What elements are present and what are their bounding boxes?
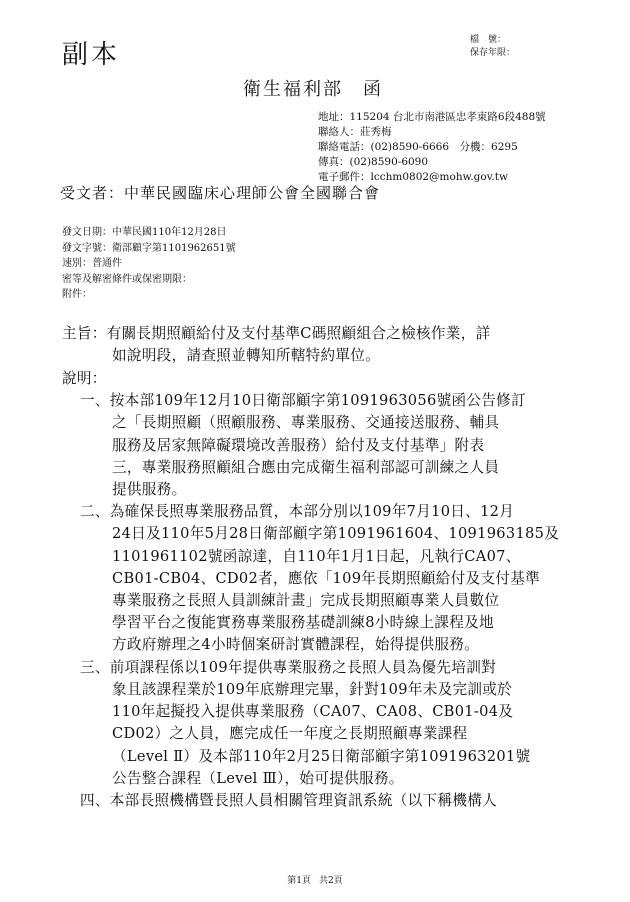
item-2-line: 24日及110年5月28日衛部顧字第1091961604、1091963185及: [112, 525, 560, 542]
phone: 聯絡電話：(02)8590-6666 分機：6295: [318, 141, 518, 153]
fax: 傳真：(02)8590-6090: [318, 156, 429, 168]
item-2-line: 學習平台之復能實務專業服務基礎訓練8小時線上課程及地: [112, 614, 494, 631]
agency-title: 衛生福利部 函: [243, 79, 383, 100]
item-1-line: 服務及居家無障礙環境改善服務）給付及支付基準」附表: [112, 437, 485, 454]
contact-person: 聯絡人：莊秀梅: [318, 126, 392, 138]
item-3-line: CD02）之人員，應完成任一年度之長期照顧專業課程: [112, 725, 468, 742]
email: 電子郵件：lcchm0802@mohw.gov.tw: [318, 171, 508, 183]
copy-mark: 副本: [62, 40, 121, 70]
item-2-line: 專業服務之長照人員訓練計畫」完成長期照顧專業人員數位: [112, 592, 500, 609]
page-total: 共2頁: [319, 876, 343, 886]
attachment: 附件：: [62, 289, 92, 300]
archive-info: [470, 34, 515, 60]
explanation-heading: 說明：: [62, 370, 107, 387]
item-1-line: 之「長期照顧（照顧服務、專業服務、交通接送服務、輔具: [112, 414, 500, 431]
item-2-line: 方政府辦理之4小時個案研討實體課程，始得提供服務。: [112, 636, 480, 653]
item-4-line: 四、本部長照機構暨長照人員相關管理資訊系統（以下稱機構人: [80, 792, 498, 809]
document-meta: [62, 225, 236, 303]
subject-line: 主旨：有關長期照顧給付及支付基準C碼照顧組合之檢核作業，詳: [62, 325, 491, 342]
issue-date: 發文日期：中華民國110年12月28日: [62, 227, 227, 238]
item-1-line: 三，專業服務照顧組合應由完成衛生福利部認可訓練之人員: [112, 459, 500, 476]
address: 地址：115204 台北市南港區忠孝東路6段488號: [318, 111, 546, 123]
item-1-line: 提供服務。: [112, 481, 187, 498]
item-1-line: 一、按本部109年12月10日衛部顧字第1091963056號函公告修訂: [80, 392, 526, 409]
secrecy: 密等及解密條件或保密期限：: [62, 273, 192, 285]
speed: 速別：普通件: [62, 258, 122, 269]
page-number: 第1頁: [287, 876, 311, 886]
item-3-line: 公告整合課程（Level Ⅲ），始可提供服務。: [112, 770, 404, 787]
item-2-line: 二、為確保長照專業服務品質，本部分別以109年7月10日、12月: [80, 503, 515, 520]
issue-number: 發文字號：衛部顧字第1101962651號: [62, 242, 236, 254]
item-3-line: 110年起擬投入提供專業服務（CA07、CA08、CB01-04及: [112, 703, 514, 720]
retention-period-label: 保存年限：: [470, 48, 516, 58]
archive-number-label: 檔 號：: [470, 35, 507, 45]
item-2-line: 1101961102號函諒達，自110年1月1日起，凡執行CA07、: [112, 548, 521, 565]
item-3-line: 象且該課程業於109年底辦理完畢，針對109年未及完訓或於: [112, 681, 513, 698]
page-footer: [0, 873, 630, 886]
subject-line: 如說明段，請查照並轉知所轄特約單位。: [112, 347, 381, 364]
contact-block: [318, 110, 546, 185]
item-2-line: CB01-CB04、CD02者，應依「109年長期照顧給付及支付基準: [112, 570, 541, 587]
recipient: 受文者：中華民國臨床心理師公會全國聯合會: [60, 184, 381, 202]
item-3-line: 三、前項課程係以109年提供專業服務之長照人員為優先培訓對: [80, 659, 496, 676]
item-3-line: （Level Ⅱ）及本部110年2月25日衛部顧字第1091963201號: [112, 748, 531, 765]
